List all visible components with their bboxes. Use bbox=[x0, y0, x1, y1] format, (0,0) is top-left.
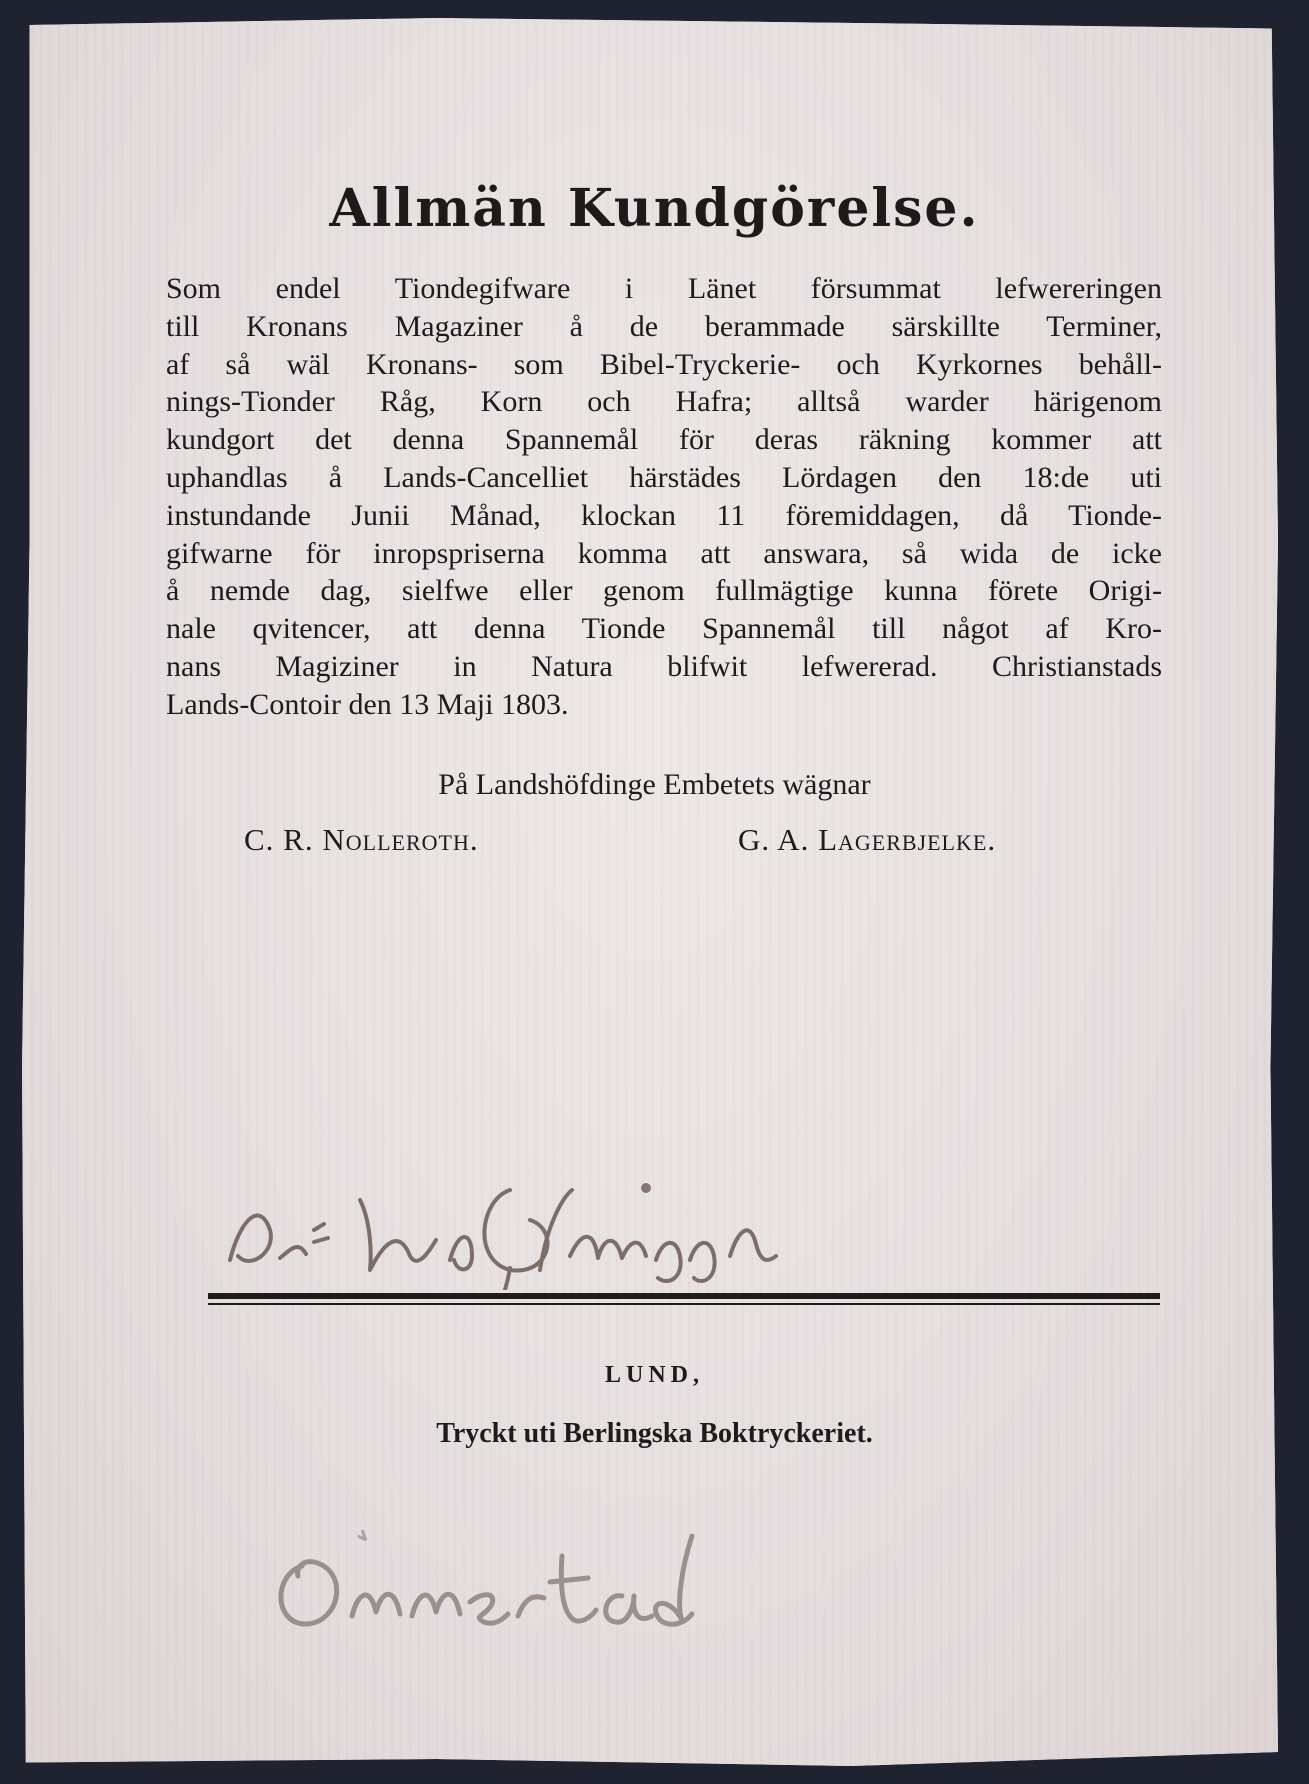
horizontal-rule bbox=[208, 1290, 1160, 1310]
body-line: nale qvitencer, att denna Tionde Spannemål till något af Kro- bbox=[166, 612, 1162, 646]
body-line: gifwarne för inropspriserna komma att answara, så wida de icke bbox=[166, 536, 1162, 570]
signatory-right: G. A. Lagerbjelke. bbox=[738, 822, 997, 857]
document-title: Allmän Kundgörelse. bbox=[329, 178, 980, 239]
body-line: nings-Tionder Råg, Korn och Hafra; alltså warder härigenom bbox=[166, 385, 1162, 419]
body-line: af så wäl Kronans- som Bibel-Tryckerie- och Kyrkornes behåll- bbox=[166, 347, 1162, 381]
body-line: kundgort det denna Spannemål för deras räkning kommer att bbox=[166, 423, 1162, 457]
body-line: å nemde dag, sielfwe eller genom fullmägtige kunna förete Origi- bbox=[166, 574, 1162, 608]
body-line: uphandlas å Lands-Cancelliet härstädes Lördagen den 18:de uti bbox=[166, 460, 1162, 494]
document-body bbox=[166, 270, 1162, 724]
printer-place: LUND, bbox=[604, 1362, 704, 1388]
handwritten-place-icon bbox=[262, 1516, 732, 1636]
printer-line: Tryckt uti Berlingska Boktryckeriet. bbox=[436, 1418, 873, 1449]
body-line: instundande Junii Månad, klockan 11 föremiddagen, då Tionde- bbox=[166, 498, 1162, 532]
body-line: Som endel Tiondegifware i Länet försummat lefwereringen bbox=[166, 272, 1162, 305]
signatory-left: C. R. Nolleroth. bbox=[244, 822, 479, 857]
body-line: Lands-Contoir den 13 Maji 1803. bbox=[166, 687, 569, 721]
body-line: nans Magiziner in Natura blifwit lefwererad. Christianstads bbox=[166, 649, 1162, 683]
body-line: till Kronans Magaziner å de berammade särskillte Terminer, bbox=[166, 309, 1162, 343]
signed-on-behalf: På Landshöfdinge Embetets wägnar bbox=[438, 768, 871, 801]
handwritten-annotation-icon bbox=[210, 1160, 850, 1290]
